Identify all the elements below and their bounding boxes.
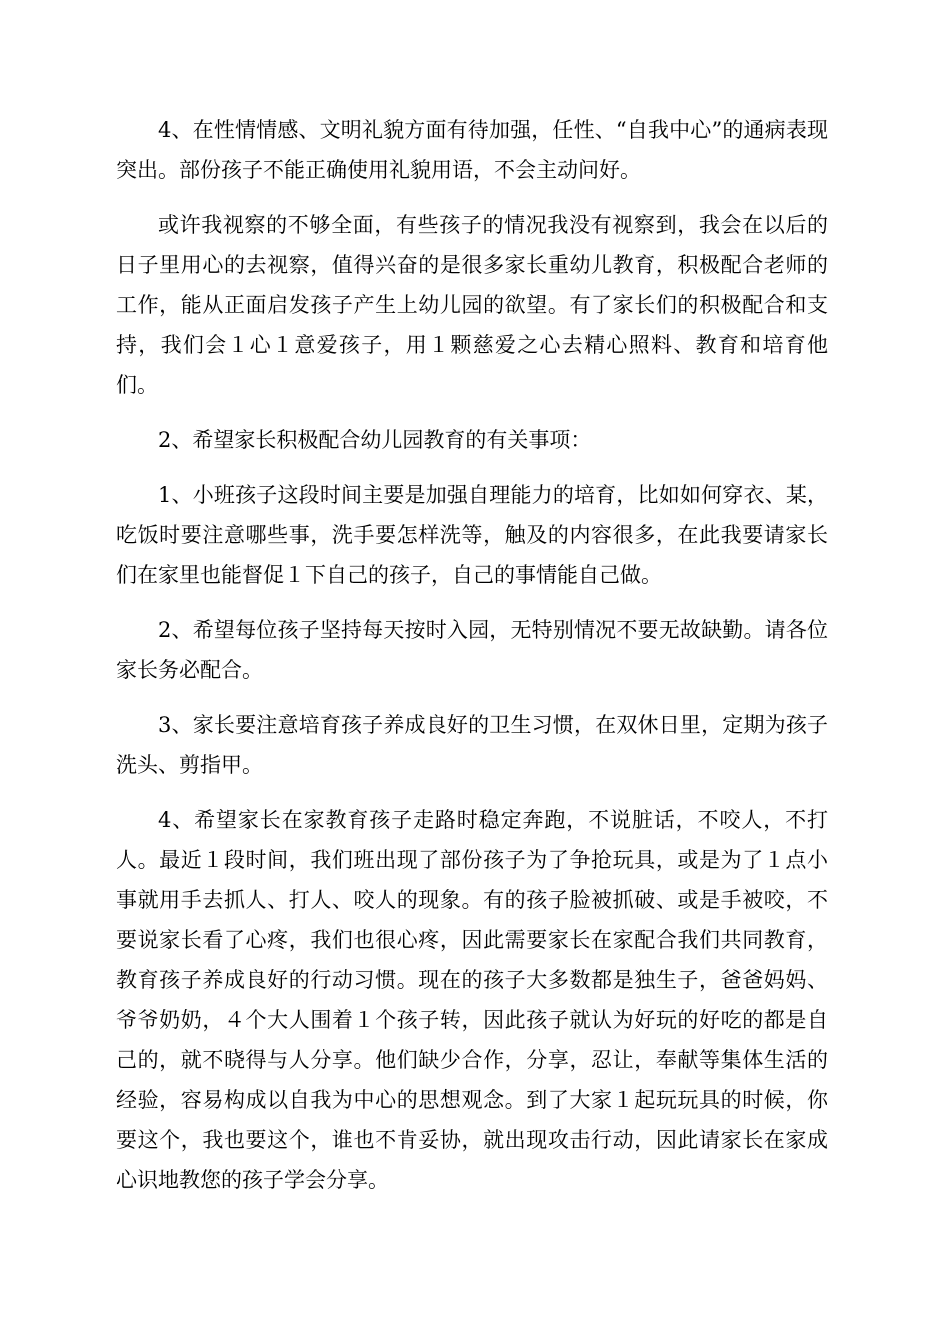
paragraph-observation: 或许我视察的不够全面，有些孩子的情况我没有视察到，我会在以后的日子里用心的去视察，值得兴奋的是很多家长重幼儿教育，积极配合老师的工作，能从正面启发孩子产生上幼儿园的欲望。有了家长们的积极配合和支持，我们会１心１意爱孩子，用１颗慈爱之心去精心照料、教育和培育他们。 [116, 213, 828, 397]
paragraph-attendance: 2、希望每位孩子坚持每天按时入园，无特别情况不要无故缺勤。请各位家长务必配合。 [116, 618, 828, 682]
paragraph-behavior-sharing: 4、希望家长在家教育孩子走路时稳定奔跑，不说脏话，不咬人，不打人。最近１段时间，我们班出现了部份孩子为了争抢玩具，或是为了１点小事就用手去抓人、打人、咬人的现象。有的孩子脸被抓破、或是手被咬，不要说家长看了心疼，我们也很心疼，因此需要家长在家配合我们共同教育，教育孩子养成良好的行动习惯。现在的孩子大多数都是独生子，爸爸妈妈、爷爷奶奶，４个大人围着１个孩子转，因此孩子就认为好玩的好吃的都是自己的，就不晓得与人分享。他们缺少合作，分享，忍让，奉献等集体生活的经验，容易构成以自我为中心的思想观念。到了大家１起玩玩具的时候，你要这个，我也要这个，谁也不肯妥协，就出现攻击行动，因此请家长在家成心识地教您的孩子学会分享。 [116, 808, 828, 1192]
paragraph-hygiene: 3、家长要注意培育孩子养成良好的卫生习惯，在双休日里，定期为孩子洗头、剪指甲。 [116, 713, 828, 777]
paragraph-manners-issue: 4、在性情情感、文明礼貌方面有待加强，任性、“自我中心”的通病表现突出。部份孩子不能正确使用礼貌用语，不会主动问好。 [116, 118, 828, 182]
document-body [116, 110, 828, 1215]
paragraph-self-care: 1、小班孩子这段时间主要是加强自理能力的培育，比如如何穿衣、某，吃饭时要注意哪些事，洗手要怎样洗等，触及的内容很多，在此我要请家长们在家里也能督促１下自己的孩子，自己的事情能自己做。 [116, 483, 828, 587]
paragraph-parent-cooperation-heading: 2、希望家长积极配合幼儿园教育的有关事项： [158, 428, 592, 452]
